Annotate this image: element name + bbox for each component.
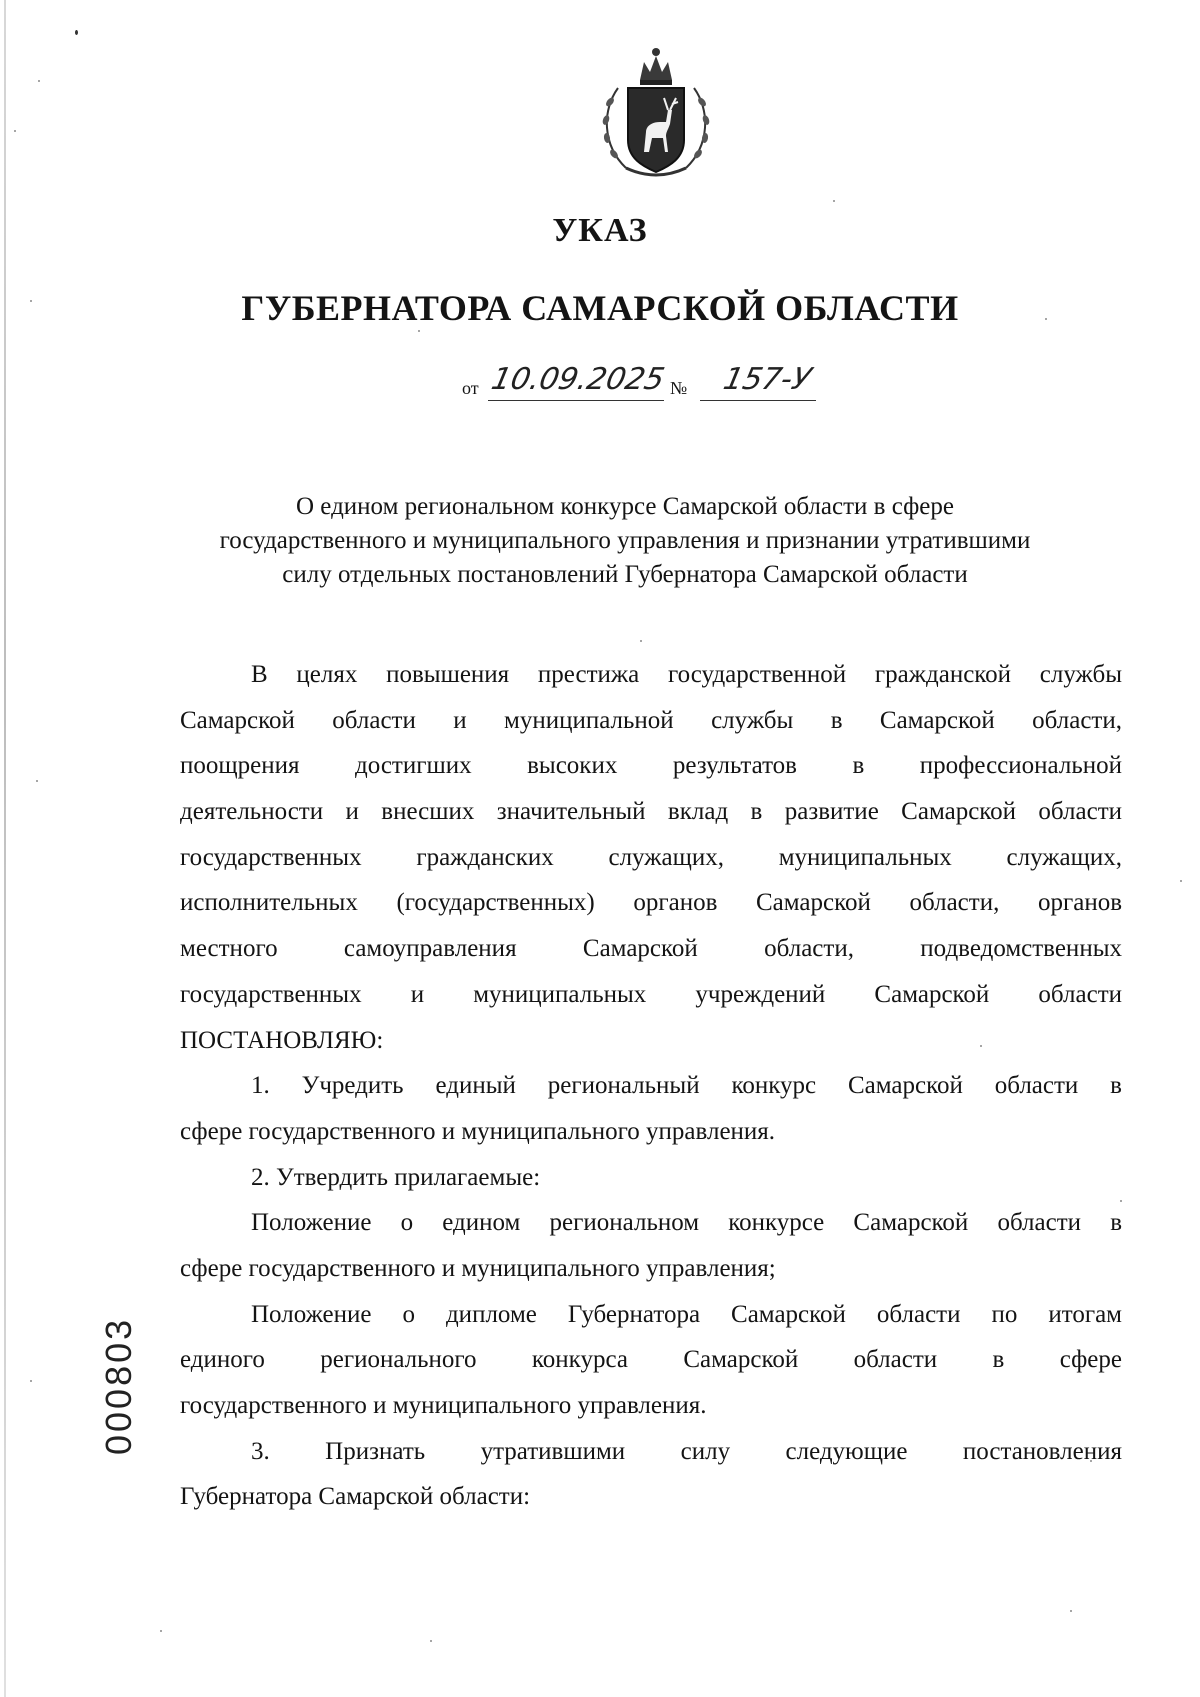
body-line: исполнительных (государственных) органов Самарской области, органов (180, 889, 1122, 917)
body-line: 3. Признать утратившими силу следующие постановления (251, 1437, 1122, 1465)
body-line: местного самоуправления Самарской области, подведомственных (180, 935, 1122, 963)
handwritten-date: 10.09.2025 (488, 362, 668, 397)
issuer-title: ГУБЕРНАТОРА САМАРСКОЙ ОБЛАСТИ (241, 288, 959, 328)
date-underline (488, 400, 664, 401)
body-line: поощрения достигших высоких результатов в профессиональной (180, 752, 1122, 780)
scan-speck (833, 200, 835, 202)
body-line: сфере государственного и муниципального управления. (180, 1117, 776, 1145)
scan-speck (75, 30, 78, 35)
date-and-number-line (462, 362, 862, 402)
body-line: Губернатора Самарской области: (180, 1483, 531, 1511)
scan-speck (418, 330, 420, 332)
subject-line: силу отдельных постановлений Губернатора Самарской области (282, 561, 968, 588)
body-line: сфере государственного и муниципального управления; (180, 1254, 776, 1282)
body-line: ПОСТАНОВЛЯЮ: (180, 1026, 384, 1054)
body-line: государственного и муниципального управления. (180, 1392, 707, 1419)
scan-edge (4, 0, 6, 1697)
document-body (180, 652, 1122, 1520)
body-line: Положение о едином региональном конкурсе Самарской области в (251, 1209, 1122, 1237)
document-subject (150, 490, 1100, 592)
scan-speck (14, 130, 16, 132)
date-label: от (462, 378, 479, 398)
scan-speck (38, 80, 40, 82)
body-line: государственных гражданских служащих, муниципальных служащих, (180, 843, 1122, 871)
body-line: 2. Утвердить прилагаемые: (251, 1163, 541, 1191)
body-line: В целях повышения престижа государственной гражданской службы (251, 661, 1122, 688)
document-title: УКАЗ (552, 212, 648, 249)
coat-of-arms-icon (596, 40, 716, 180)
subject-line: О едином региональном конкурсе Самарской области в сфере (296, 493, 954, 520)
scan-speck (640, 640, 642, 642)
scan-speck (30, 1380, 32, 1382)
body-line: деятельности и внесших значительный вклад в развитие Самарской области (180, 798, 1122, 826)
serial-number-stamp: 000803 (98, 1316, 139, 1455)
handwritten-number: 157-У (720, 362, 815, 397)
body-line: 1. Учредить единый региональный конкурс Самарской области в (251, 1072, 1122, 1100)
scan-speck (160, 1630, 162, 1632)
body-line: государственных и муниципальных учреждений Самарской области (180, 980, 1122, 1008)
body-line: Положение о дипломе Губернатора Самарской области по итогам (251, 1300, 1122, 1328)
body-line: Самарской области и муниципальной службы в Самарской области, (180, 706, 1122, 734)
subject-line: государственного и муниципального управления и признании утратившими (219, 527, 1031, 554)
scan-speck (1180, 880, 1182, 882)
scan-speck (430, 1640, 432, 1642)
scan-speck (36, 780, 38, 782)
number-underline (700, 400, 816, 401)
scan-speck (1070, 1610, 1072, 1612)
body-line: единого регионального конкурса Самарской области в сфере (180, 1346, 1122, 1374)
number-label: № (670, 378, 688, 398)
